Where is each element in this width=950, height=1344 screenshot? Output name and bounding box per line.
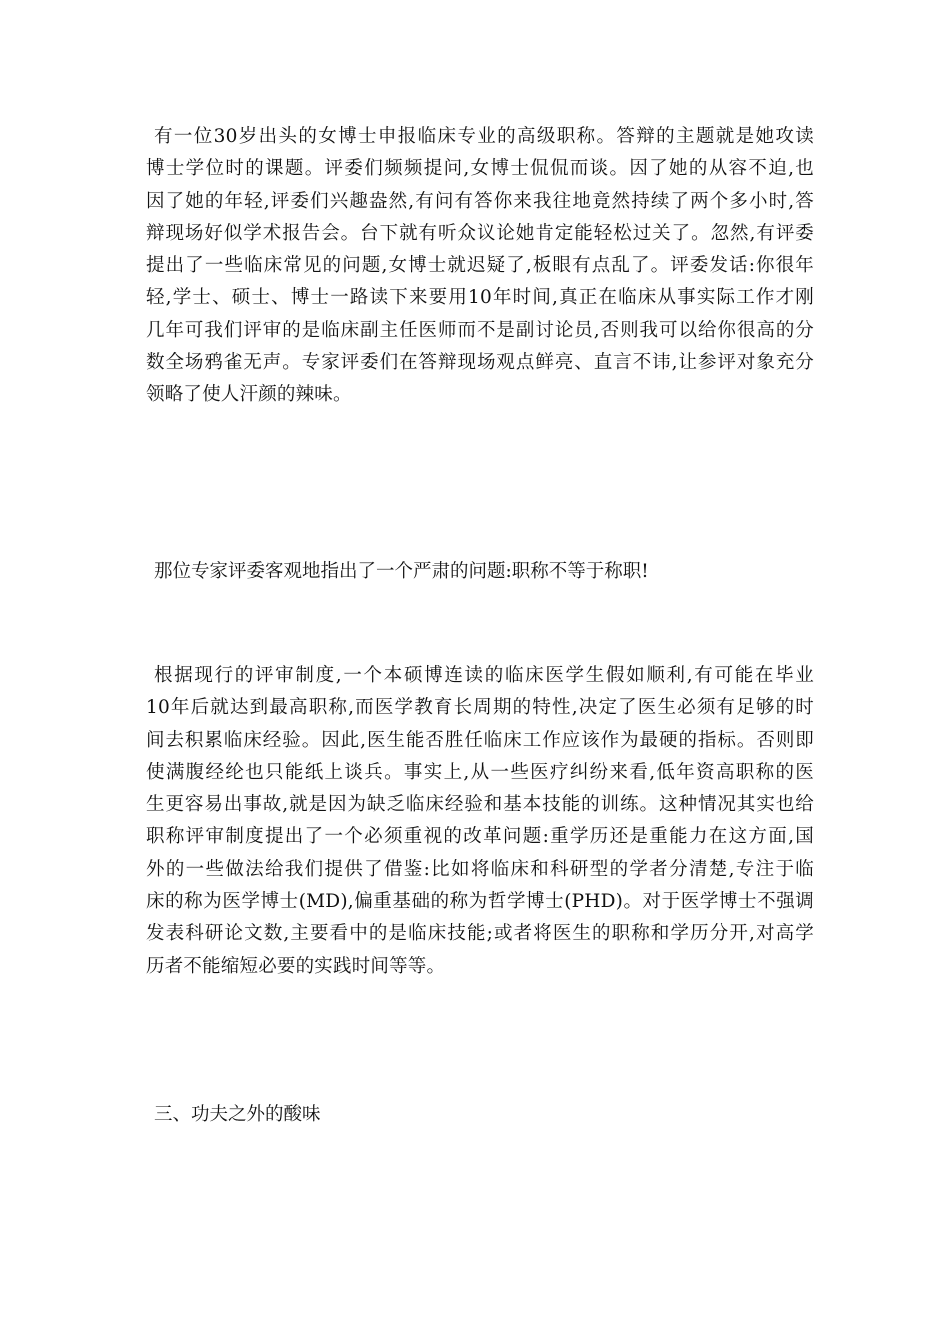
text-line: 发表科研论文数,主要看中的是临床技能;或者将医生的职称和学历分开,对高学 [146,923,814,945]
text-line: 根据现行的评审制度,一个本硕博连读的临床医学生假如顺利,有可能在毕业 [154,665,814,686]
text-line: 间去积累临床经验。因此,医生能否胜任临床工作应该作为最硬的指标。否则即 [146,729,814,751]
text-line: 辩现场好似学术报告会。台下就有听众议论她肯定能轻松过关了。忽然,有评委 [146,222,814,244]
text-line: 提出了一些临床常见的问题,女博士就迟疑了,板眼有点乱了。评委发话:你很年 [146,255,814,277]
text-line: 历者不能缩短必要的实践时间等等。 [146,955,446,977]
text-line: 有一位30岁出头的女博士申报临床专业的高级职称。答辩的主题就是她攻读 [154,126,814,147]
paragraph-doctor-defense [146,121,814,412]
text-line: 轻,学士、硕士、博士一路读下来要用10年时间,真正在临床从事实际工作才刚 [146,287,814,309]
text-line: 生更容易出事故,就是因为缺乏临床经验和基本技能的训练。这种情况其实也给 [146,794,814,816]
paragraph-evaluation-system [146,660,814,983]
text-line: 职称评审制度提出了一个必须重视的改革问题:重学历还是重能力在这方面,国 [146,826,814,848]
text-line: 外的一些做法给我们提供了借鉴:比如将临床和科研型的学者分清楚,专注于临 [146,858,814,880]
text-line: 领略了使人汗颜的辣味。 [146,384,352,406]
text-line: 几年可我们评审的是临床副主任医师而不是副讨论员,否则我可以给你很高的分 [146,319,814,341]
text-line: 床的称为医学博士(MD),偏重基础的称为哲学博士(PHD)。对于医学博士不强调 [146,891,814,913]
text-line: 使满腹经纶也只能纸上谈兵。事实上,从一些医疗纠纷来看,低年资高职称的医 [146,761,814,783]
paragraph-title-not-competence: 那位专家评委客观地指出了一个严肃的问题:职称不等于称职! [154,561,649,582]
text-line: 数全场鸦雀无声。专家评委们在答辩现场观点鲜亮、直言不讳,让参评对象充分 [146,352,814,374]
section-heading: 三、功夫之外的酸味 [154,1104,321,1125]
text-line: 10年后就达到最高职称,而医学教育长周期的特性,决定了医生必须有足够的时 [146,697,814,719]
text-line: 博士学位时的课题。评委们频频提问,女博士侃侃而谈。因了她的从容不迫,也 [146,158,814,180]
text-line: 因了她的年轻,评委们兴趣盎然,有问有答你来我往地竟然持续了两个多小时,答 [146,190,814,212]
